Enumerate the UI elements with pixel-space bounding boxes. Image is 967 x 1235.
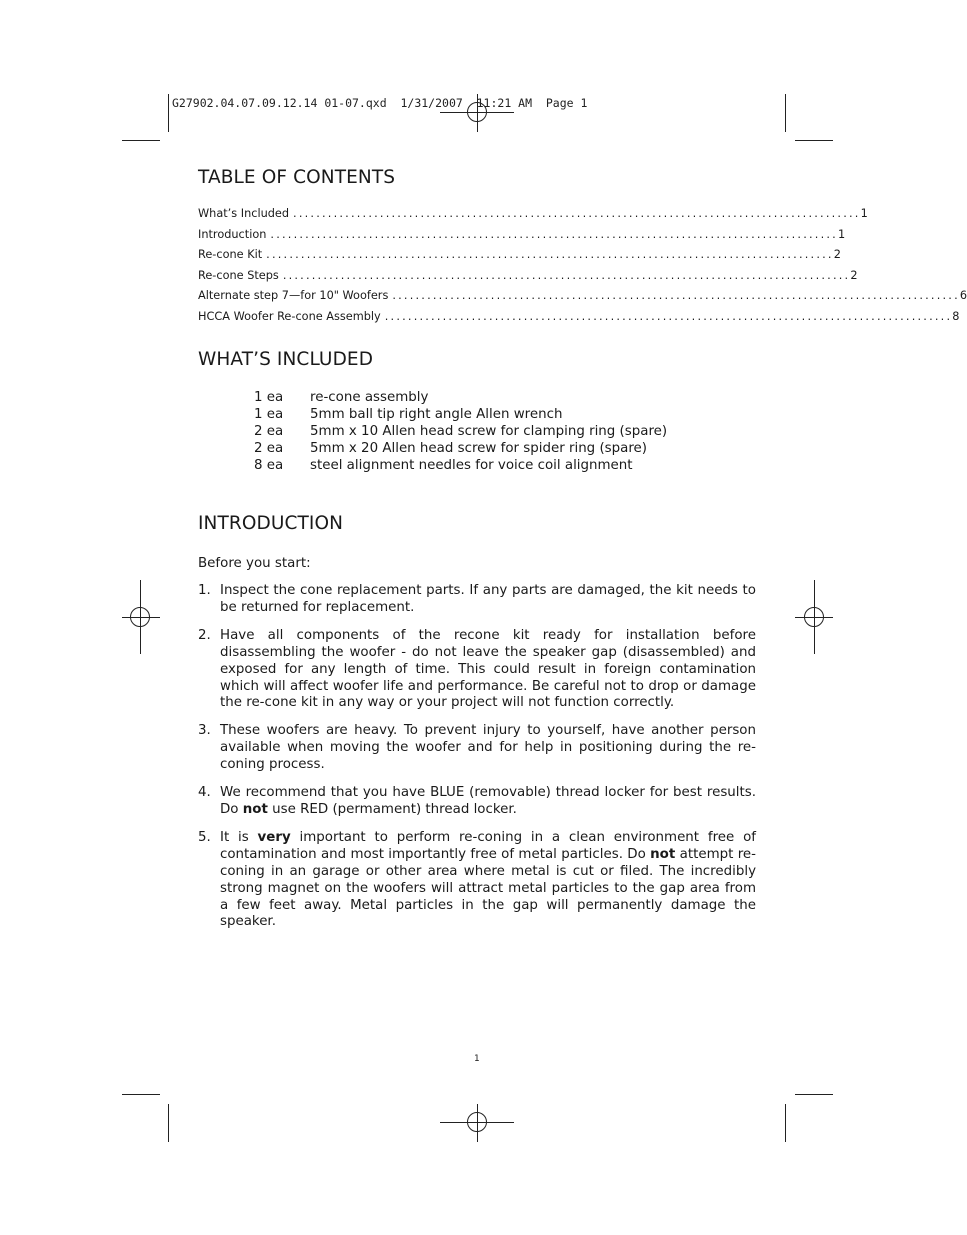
- text-run: use RED (permament) thread locker.: [267, 801, 517, 817]
- item-description: 5mm x 10 Allen head screw for clamping ring (spare): [310, 424, 668, 439]
- crop-mark: [795, 140, 833, 141]
- item-description: steel alignment needles for voice coil alignment: [310, 458, 633, 473]
- list-item: [254, 440, 667, 457]
- toc-entry[interactable]: [198, 268, 858, 290]
- toc-entry-page: 6: [959, 289, 967, 303]
- list-item: [198, 628, 756, 713]
- toc-entry[interactable]: [198, 207, 868, 228]
- item-number: 5.: [198, 829, 211, 845]
- registration-mark: [130, 607, 150, 627]
- item-quantity: 8 ea: [254, 458, 284, 473]
- introduction-lead: Before you start:: [198, 556, 311, 571]
- item-number: 2.: [198, 627, 211, 643]
- toc-entry[interactable]: [198, 227, 846, 249]
- toc-entry-title: HCCA Woofer Re-cone Assembly: [198, 309, 381, 323]
- item-quantity: 2 ea: [254, 424, 284, 439]
- toc-entry-page: 2: [850, 268, 858, 282]
- list-item: [198, 785, 756, 819]
- crop-mark: [122, 1094, 160, 1095]
- toc-heading: TABLE OF CONTENTS: [198, 167, 396, 188]
- file-slug-line: G27902.04.07.09.12.14 01-07.qxd 1/31/2007 11:21 AM Page 1: [172, 96, 588, 110]
- toc-leader-dots: ..................................................................................................: [270, 227, 838, 241]
- item-text: [220, 830, 756, 931]
- toc-leader-dots: ..................................................................................................: [293, 207, 861, 220]
- item-number: 3.: [198, 723, 211, 739]
- whats-included-heading: WHAT’S INCLUDED: [198, 349, 374, 370]
- list-item: [254, 423, 667, 440]
- toc-entry-page: 8: [952, 309, 960, 323]
- crop-mark: [122, 140, 160, 141]
- toc-entry-title: What’s Included: [198, 207, 290, 220]
- list-item: [254, 389, 667, 406]
- emphasis-text: not: [650, 846, 676, 862]
- crop-mark: [785, 1104, 786, 1142]
- text-run: It is: [220, 829, 258, 845]
- crop-mark: [168, 1104, 169, 1142]
- list-item: [254, 406, 667, 423]
- toc-entry-title: Re-cone Kit: [198, 248, 263, 262]
- item-text: Have all components of the recone kit ready for installation before disassembling the woofer - do not leave the speaker gap (disassembled) and exposed for any length of time. This could result in foreign contamination which will affect woofer life and performance. Be careful not to drop or damage the re-cone kit in any way or your project will not function correctly.: [220, 627, 756, 711]
- toc-entry-title: Introduction: [198, 227, 267, 241]
- crop-mark: [785, 94, 786, 132]
- toc-entry-page: 1: [837, 227, 846, 241]
- list-item: [198, 830, 756, 931]
- text-run: attempt re-coning in an garage or other area where metal is cut or filed. The incredibly strong magnet on the woofers will attract metal particles to the gap area from a few feet away. Metal particles in the gap will permanently damage the speaker.: [220, 846, 756, 930]
- registration-mark: [467, 1112, 487, 1132]
- toc-leader-dots: ..................................................................................................: [266, 248, 834, 262]
- item-quantity: 1 ea: [254, 390, 284, 405]
- emphasis-text: not: [242, 801, 268, 817]
- item-text: [220, 785, 756, 819]
- item-quantity: 1 ea: [254, 407, 284, 422]
- introduction-heading: INTRODUCTION: [198, 513, 344, 534]
- item-text: These woofers are heavy. To prevent injury to yourself, have another person available when moving the woofer and for help in positioning during the re-coning process.: [220, 723, 756, 773]
- registration-mark: [804, 607, 824, 627]
- toc-entry-page: 1: [860, 207, 868, 220]
- crop-mark: [795, 1094, 833, 1095]
- toc-entry[interactable]: [198, 248, 841, 269]
- toc-entry[interactable]: [198, 309, 960, 331]
- toc-leader-dots: ..................................................................................................: [282, 268, 851, 282]
- item-text: Inspect the cone replacement parts. If any parts are damaged, the kit needs to be returned for replacement.: [220, 583, 756, 615]
- emphasis-text: very: [257, 829, 291, 845]
- item-number: 4.: [198, 785, 211, 801]
- page-number: 1: [474, 1054, 480, 1064]
- toc-leader-dots: ..................................................................................................: [392, 289, 960, 303]
- introduction-list: [198, 583, 756, 942]
- toc-entry-page: 2: [833, 248, 841, 262]
- list-item: [254, 457, 667, 474]
- item-description: 5mm ball tip right angle Allen wrench: [310, 407, 563, 422]
- text-run: important to perform re-coning in a clean environment free of contamination and most importantly free of metal particles. Do: [220, 829, 756, 862]
- crop-mark: [168, 94, 169, 132]
- list-item: [198, 723, 756, 774]
- toc-entry-title: Re-cone Steps: [198, 268, 279, 282]
- toc-entry-title: Alternate step 7—for 10" Woofers: [198, 289, 389, 303]
- item-quantity: 2 ea: [254, 441, 284, 456]
- item-description: 5mm x 20 Allen head screw for spider ring (spare): [310, 441, 648, 456]
- table-of-contents: [198, 207, 967, 331]
- text-run: We recommend that you have BLUE (removable) thread locker for best results. Do: [220, 785, 756, 817]
- toc-leader-dots: ..................................................................................................: [384, 309, 953, 323]
- item-number: 1.: [198, 583, 211, 598]
- list-item: [198, 583, 756, 617]
- item-description: re-cone assembly: [310, 390, 429, 405]
- toc-entry[interactable]: [198, 289, 967, 310]
- included-items-list: [254, 389, 667, 474]
